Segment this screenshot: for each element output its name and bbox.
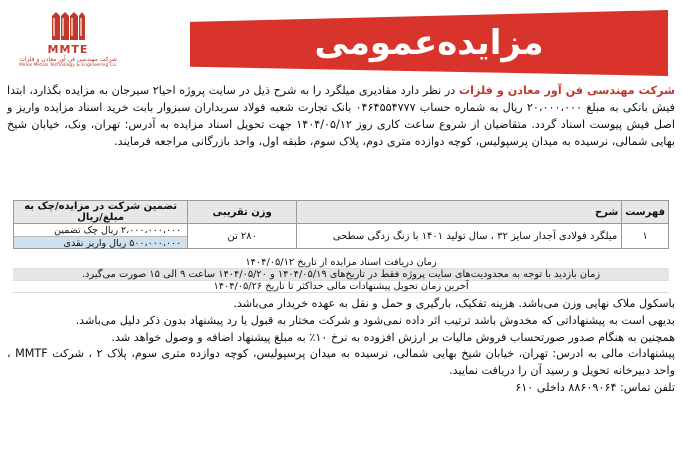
schedule-deadline: آخرین زمان تحویل پیشنهادات مالی حداکثر تا تاریخ ۱۴۰۴/۰۵/۲۶ [13,281,669,293]
table-row [14,224,669,249]
logo-name: MMTE [47,43,89,56]
page-title: مزایده‌عمومی [314,23,544,63]
note-vat: همچنین به هنگام صدور صورتحساب فروش مالیات بر ارزش افزوده به نرخ ۱۰٪ به مبلغ پیشنهاد اضافه و وصول خواهد شد. [111,330,675,344]
company-logo [8,6,128,80]
logo-subtitle-fa: شرکت مهندسی فن آور معادن و فلزات [19,56,117,63]
notes-section [7,296,675,397]
logo-subtitle-en: Mines Metals Technology & Engineering Co. [19,63,117,68]
schedule-visit: زمان بازدید با توجه به محدودیت‌های سایت پروژه فقط در تاریخ‌های ۱۴۰۴/۰۵/۱۹ و ۱۴۰۴/۰۵/۲۰ ساعت ۹ الی ۱۵ صورت می‌گیرد. [13,269,669,281]
mmte-logo-icon [48,6,88,42]
note-rejection: بدیهی است به پیشنهاداتی که مخدوش باشد ترتیب اثر داده نمی‌شود و شرکت مختار به قبول یا رد پیشنهاد بدون ذکر دلیل می‌باشد. [75,313,675,327]
note-address: پیشنهادات مالی به ادرس: تهران، خیابان شیخ بهایی شمالی، نرسیده به میدان پرسپولیس، کوچه دوازده متری سوم، پلاک ۲ ، شرکت MMTF ، واحد دبیرخانه تحویل و رسید آن را دریافت نمایید. [7,347,675,378]
note-phone: تلفن تماس: ۸۸۶۰۹۰۶۴ داخلی ۶۱۰ [515,380,675,394]
schedule-documents: زمان دریافت اسناد مزایده از تاریخ ۱۴۰۴/۰۵/۱۲ [13,257,669,269]
intro-paragraph [7,82,675,150]
header-description: شرح [297,201,622,224]
table-header-row [14,201,669,224]
schedule-list [13,257,669,293]
row-quantity: ۲۸۰ تن [188,224,297,249]
header-security: تضمین شرکت در مزایده/چک به مبلغ/ریال [14,201,188,224]
intro-text: در نظر دارد مقادیری میلگرد را به شرح ذیل در سایت پروژه احیا۲ سیرجان به مزایده بگذارد، ابتدا فیش بانکی به مبلغ ۲۰،۰۰۰،۰۰۰ ریال به شماره حساب ۰۴۶۴۵۵۴۷۷۷ بانک تجارت شعبه فولاد سربداران سبزوار بابت خرید اسناد مزایده واریز و اصل فیش پیوست اسناد گردد. متقاضیان از شروع ساعت کاری روز ۱۴۰۴/۰۵/۱۲ جهت تحویل اسناد مزایده به آدرس: تهران، ونک، خیابان شیخ بهایی شمالی، نرسیده به میدان پرسپولیس، کوچه دوازده متری دوم، پلاک سوم، طبقه اول، واحد بازرگانی مراجعه فرمایند. [7,84,675,148]
security-cheque: ۲،۰۰۰،۰۰۰،۰۰۰ ریال چک تضمین [54,225,182,236]
header-row-number: فهرست [622,201,669,224]
company-name: شرکت مهندسی فن آور معادن و فلزات [458,84,675,97]
security-cash: ۵۰۰،۰۰۰،۰۰۰ ریال واریز نقدی [14,236,187,248]
row-description: میلگرد فولادی آجدار سایز ۳۲ ، سال تولید ۱۴۰۱ با زنگ زدگی سطحی [297,224,622,249]
items-table [13,200,669,249]
row-number: ۱ [622,224,669,249]
row-security [14,224,188,249]
note-weighing: باسکول ملاک نهایی وزن می‌باشد. هزینه تفکیک، بارگیری و حمل و نقل به عهده خریدار می‌باشد. [233,297,675,310]
header-quantity: وزن تقریبی [188,201,297,224]
